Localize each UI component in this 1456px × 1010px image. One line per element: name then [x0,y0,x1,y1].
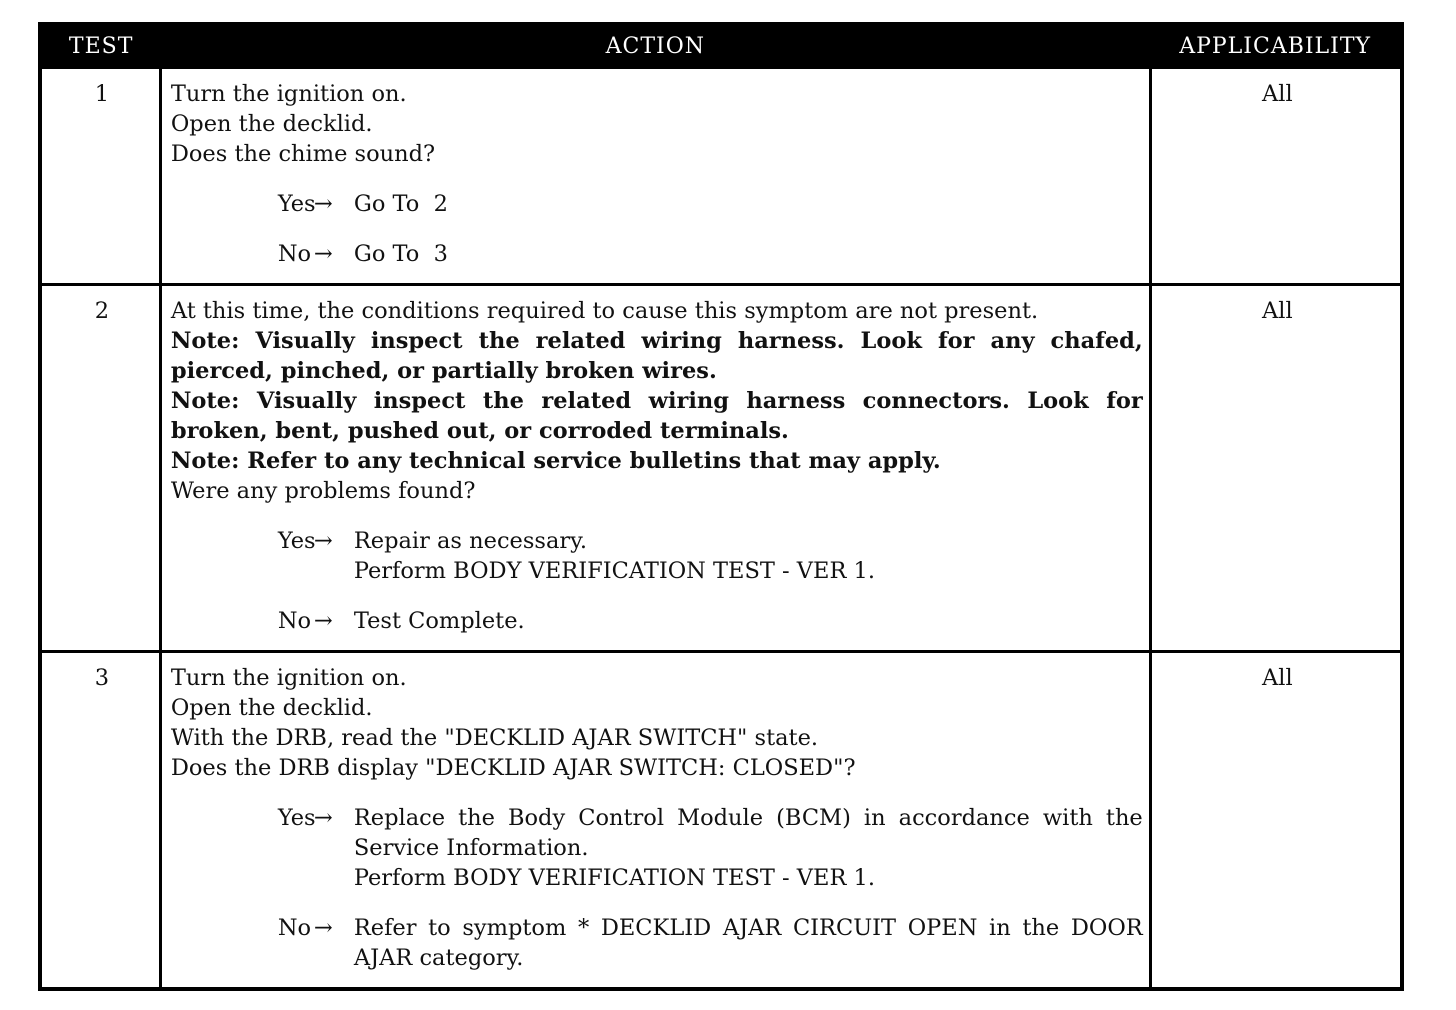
note-text: Note: Visually inspect the related wiring harness connectors. Look for broken, bent, pushed out, or corroded terminals. [170,388,1143,444]
no-result [354,606,1143,636]
arrow-icon: → [313,191,333,217]
arrow-icon: → [313,608,333,634]
no-label: No [277,241,312,267]
note-text: Note: Visually inspect the related wiring harness. Look for any chafed, pierced, pinched, or partially broken wires. [170,328,1143,384]
yes-result [354,526,1143,586]
action-line: Does the DRB display "DECKLID AJAR SWITCH: CLOSED"? [170,755,856,781]
test-row-1 [40,68,1402,285]
yes-result [354,803,1143,893]
yes-branch [171,526,1143,586]
result-line: Replace the Body Control Module (BCM) in accordance with the Service Information. [353,805,1143,861]
action-line: Open the decklid. [170,695,373,721]
yes-result [354,189,1143,219]
action-line: With the DRB, read the "DECKLID AJAR SWITCH" state. [170,725,819,751]
yes-label: Yes [277,805,316,831]
no-branch [171,606,1143,636]
result-line: Go To 2 [353,191,448,217]
header-row [40,24,1402,68]
arrow-icon: → [313,241,333,267]
applicability-cell: All [1150,68,1402,285]
result-line: Perform BODY VERIFICATION TEST - VER 1. [353,558,876,584]
action-line: At this time, the conditions required to cause this symptom are not present. [170,298,1039,324]
test-number: 2 [40,285,160,652]
arrow-icon: → [313,528,333,554]
yes-label: Yes [277,528,316,554]
result-line: Test Complete. [353,608,525,634]
result-line: Go To 3 [353,241,448,267]
diagnostic-test-table [38,22,1404,991]
no-branch [171,239,1143,269]
action-line: Open the decklid. [170,111,373,137]
arrow-icon: → [313,805,333,831]
action-cell [160,68,1150,285]
yes-branch [171,189,1143,219]
result-line: Repair as necessary. [353,528,587,554]
test-number: 3 [40,652,160,990]
test-row-3 [40,652,1402,990]
action-line: Does the chime sound? [170,141,436,167]
header-action: ACTION [160,24,1150,68]
action-question: Were any problems found? [170,478,476,504]
no-result [354,913,1143,973]
yes-branch [171,803,1143,893]
no-result [354,239,1143,269]
action-line: Turn the ignition on. [170,81,407,107]
applicability-cell: All [1150,652,1402,990]
applicability-cell: All [1150,285,1402,652]
result-line: Refer to symptom * DECKLID AJAR CIRCUIT OPEN in the DOOR AJAR category. [353,915,1143,971]
action-cell [160,285,1150,652]
test-number: 1 [40,68,160,285]
action-line: Turn the ignition on. [170,665,407,691]
header-applicability: APPLICABILITY [1150,24,1402,68]
header-test: TEST [40,24,160,68]
action-cell [160,652,1150,990]
arrow-icon: → [313,915,333,941]
note-text: Note: Refer to any technical service bulletins that may apply. [170,448,941,474]
no-label: No [277,608,312,634]
no-label: No [277,915,312,941]
yes-label: Yes [277,191,316,217]
result-line: Perform BODY VERIFICATION TEST - VER 1. [353,865,876,891]
no-branch [171,913,1143,973]
test-row-2 [40,285,1402,652]
